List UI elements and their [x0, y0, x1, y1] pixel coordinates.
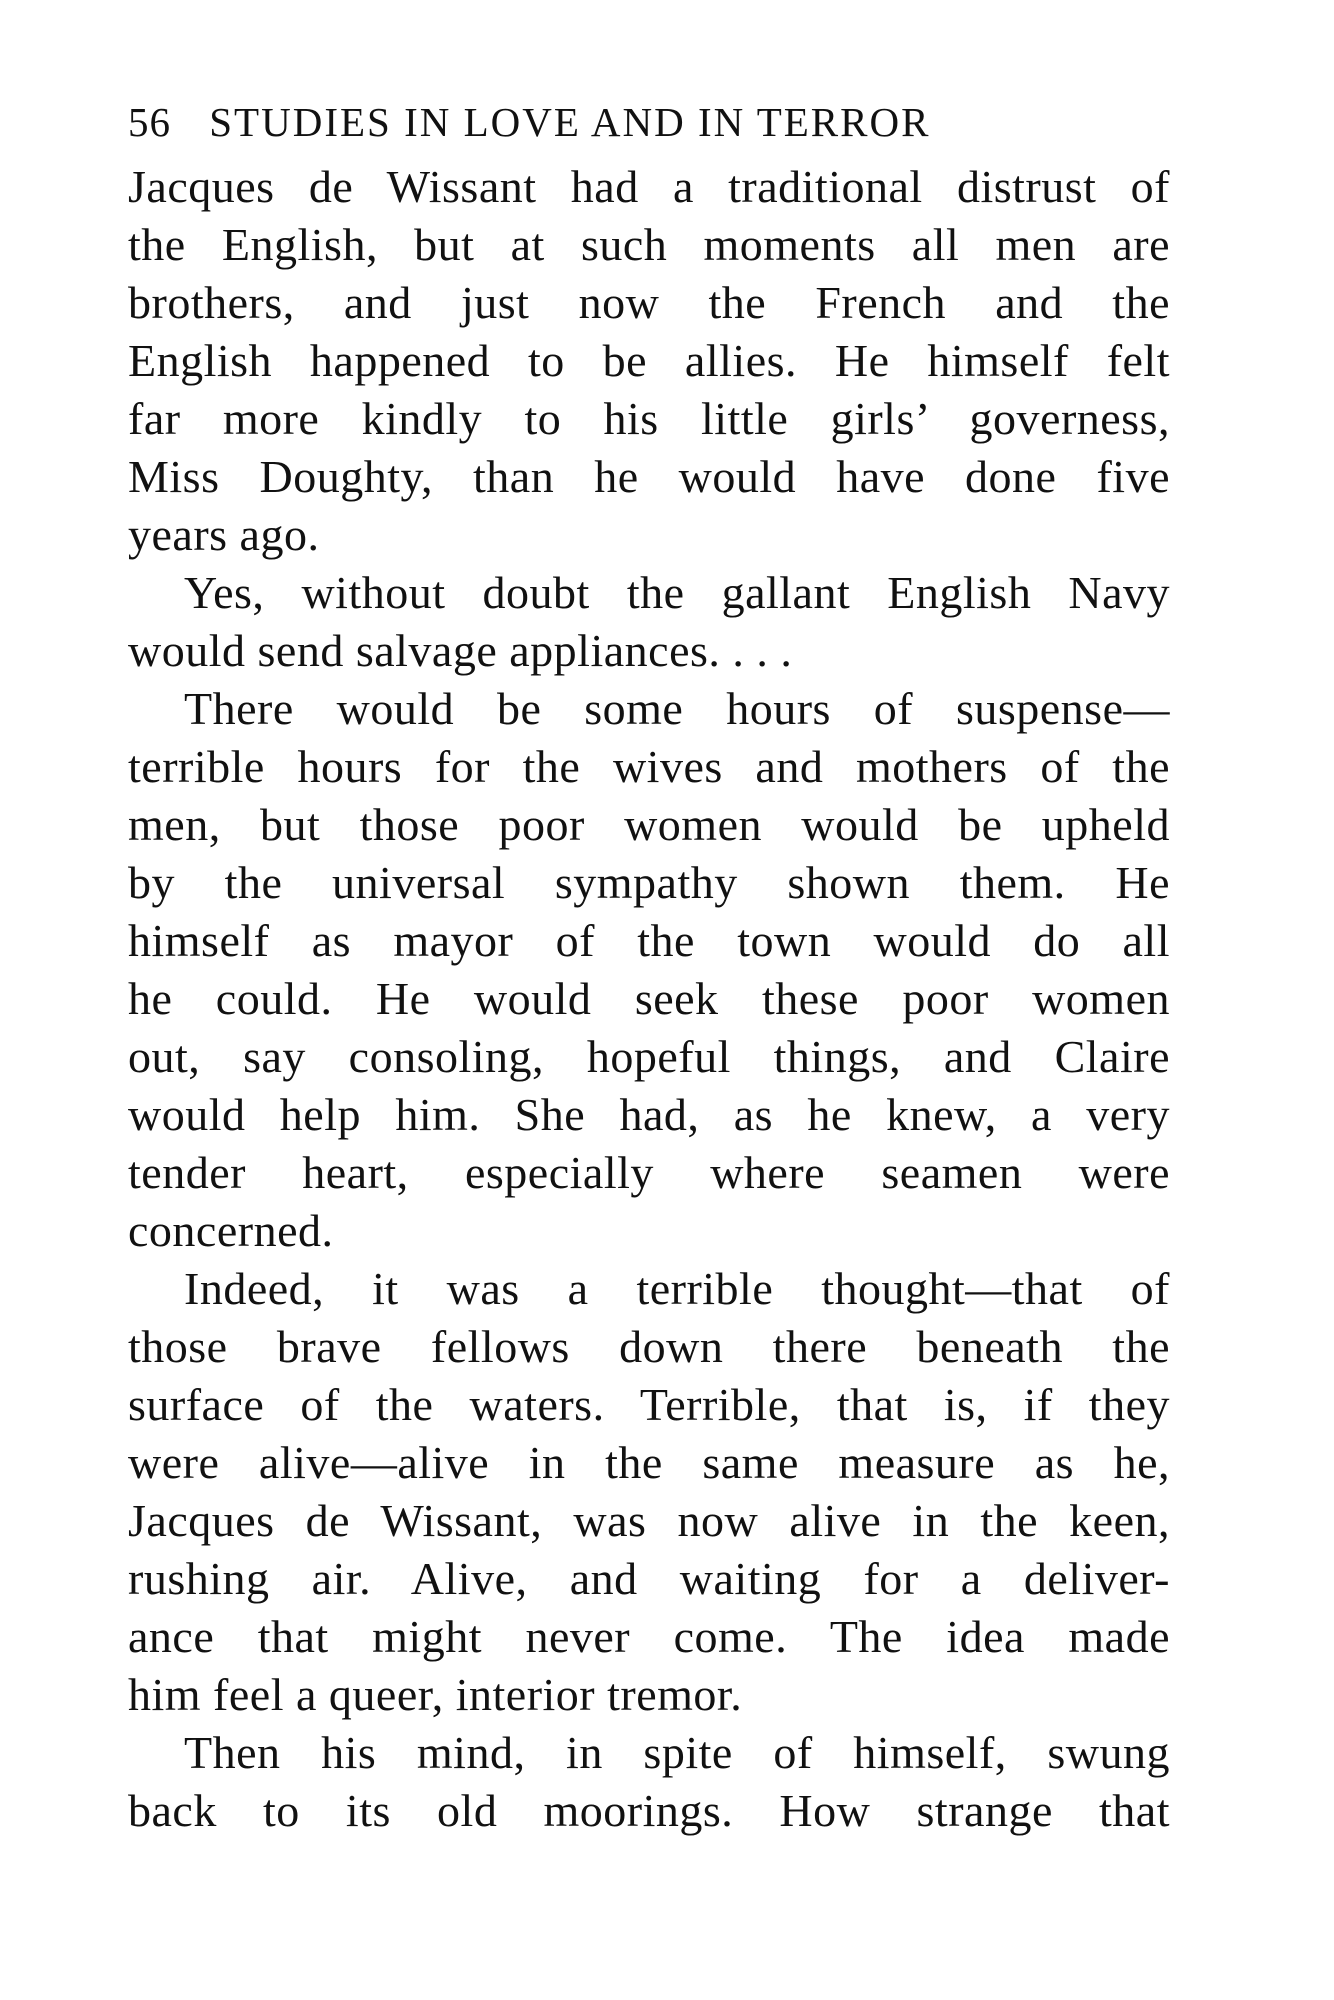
text-line: he could. He would seek these poor women: [128, 973, 1170, 1024]
text-line: rushing air. Alive, and waiting for a deliver-: [128, 1553, 1170, 1604]
text-line: Then his mind, in spite of himself, swung: [184, 1727, 1170, 1778]
page-number: 56: [128, 99, 171, 145]
running-title: STUDIES IN LOVE AND IN TERROR: [209, 99, 931, 145]
text-line: were alive—alive in the same measure as he,: [128, 1437, 1170, 1488]
text-line: those brave fellows down there beneath the: [128, 1321, 1170, 1372]
text-line: years ago.: [128, 509, 320, 560]
text-line: out, say consoling, hopeful things, and Claire: [128, 1031, 1170, 1082]
text-line: would help him. She had, as he knew, a very: [128, 1089, 1170, 1140]
body-text: [128, 158, 1170, 1840]
running-head: [128, 92, 1168, 152]
text-line: There would be some hours of suspense—: [184, 683, 1170, 734]
text-line: Jacques de Wissant had a traditional distrust of: [128, 161, 1170, 212]
text-line: Indeed, it was a terrible thought—that of: [184, 1263, 1170, 1314]
text-line: English happened to be allies. He himself felt: [128, 335, 1170, 386]
text-line: surface of the waters. Terrible, that is, if they: [128, 1379, 1170, 1430]
text-line: Miss Doughty, than he would have done five: [128, 451, 1170, 502]
text-line: himself as mayor of the town would do all: [128, 915, 1170, 966]
text-line: back to its old moorings. How strange that: [128, 1785, 1170, 1836]
text-line: tender heart, especially where seamen were: [128, 1147, 1170, 1198]
text-line: would send salvage appliances. . . .: [128, 625, 793, 676]
text-line: Yes, without doubt the gallant English Navy: [184, 567, 1170, 618]
text-line: the English, but at such moments all men are: [128, 219, 1170, 270]
text-line: Jacques de Wissant, was now alive in the keen,: [128, 1495, 1170, 1546]
text-line: far more kindly to his little girls’ governess,: [128, 393, 1170, 444]
text-line: ance that might never come. The idea made: [128, 1611, 1170, 1662]
text-line: brothers, and just now the French and the: [128, 277, 1170, 328]
text-line: terrible hours for the wives and mothers of the: [128, 741, 1170, 792]
text-line: him feel a queer, interior tremor.: [128, 1669, 743, 1720]
text-line: men, but those poor women would be upheld: [128, 799, 1170, 850]
text-line: by the universal sympathy shown them. He: [128, 857, 1170, 908]
text-line: concerned.: [128, 1205, 334, 1256]
